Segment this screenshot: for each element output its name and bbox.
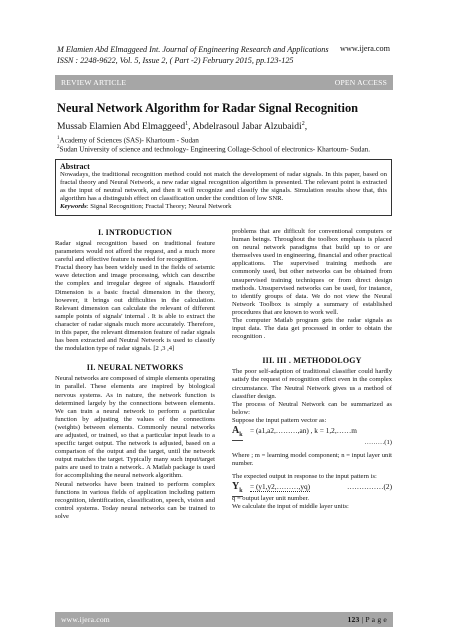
abstract-box: [55, 159, 392, 216]
author-2: Abdelrasoul Jabar Alzubaidi: [192, 121, 302, 133]
method-paragraph-6: q = output layer unit number.: [232, 495, 309, 503]
method-paragraph-2: The process of Neutral Network can be summarized as below:: [232, 400, 392, 416]
equation-2-subscript: k: [239, 488, 243, 495]
equation-1: [232, 425, 392, 439]
left-column: [55, 228, 215, 521]
author-end: ,: [304, 121, 308, 133]
journal-issn: ISSN : 2248-9622, Vol. 5, Issue 2, ( Part -2) February 2015, pp.123-125: [57, 56, 294, 65]
page-number-value: 123: [347, 615, 360, 624]
journal-header: [57, 44, 357, 66]
nn-paragraph-2: Neural networks have been trained to perform complex functions in various fields of application including pattern recognition, identification, classification, speech, vision and control systems. Today neural networks can be trained to solve: [55, 480, 215, 520]
affiliation-2-text: Sudan University of science and technology- Engineering Collage-School of electronics- Khartoum- Sudan.: [59, 145, 371, 154]
equation-1-symbol: [232, 426, 243, 441]
method-paragraph-3: Suppose the input pattern vector as:: [232, 416, 327, 424]
right-column: [232, 228, 392, 512]
review-article-label: REVIEW ARTICLE: [61, 78, 127, 87]
article-type-bar: [55, 75, 393, 90]
author-separator: ,: [188, 121, 193, 133]
footer-page-number: [348, 615, 388, 624]
method-paragraph-1: The poor self-adaption of traditional classifier could hardly satisfy the request of recognition effect even in the complex circumstance. The Neutral Network gives us a method of classifier design.: [232, 368, 392, 400]
equation-2-letter: Y: [232, 481, 240, 493]
equation-1-body: = (a1,a2,………,an) , k = 1,2,……m: [250, 425, 357, 435]
open-access-label: OPEN ACCESS: [334, 78, 387, 87]
method-paragraph-7: We calculate the input of middle layer units:: [232, 503, 349, 511]
page-label: | P a g e: [359, 615, 387, 624]
equation-1-subscript: k: [239, 431, 243, 438]
affiliation-1-text: Academy of Sciences (SAS)- Khartoum - Sudan: [59, 136, 199, 145]
abstract-text: Nowadays, the traditional recognition method could not match the development of radar signals. In this paper, based on fractal theory and Neural Network, a new radar signal recognition algorithm is presented. The relevant point is extracted as the input of neutral network, and then it will recognize and classify the signals. Simulation results show that, this algorithm has a distinguish effect on classification under the condition of low SNR.: [60, 171, 387, 203]
nn-paragraph-1: Neural networks are composed of simple elements operating in parallel. These elements are inspired by biological nervous systems. As in nature, the network function is determined largely by the connections between elements. We can train a neural network to perform a particular function by adjusting the values of the connections (weights) between elements. Commonly neural networks are adjusted, or trained, so that a particular input leads to a specific target output. The network is adjusted, based on a comparison of the output and the target, until the network output matches the target. Typically many such input/target pairs are used to train a network.. A Matlab package is used for accomplishing the neural network algorithm.: [55, 375, 215, 480]
equation-2: [232, 481, 392, 495]
nn-paragraph-4: The computer Matlab program gets the radar signals as input data. The data get processed in order to obtain the recognition .: [232, 317, 392, 341]
method-paragraph-4: Where ; m = learning model component; n = input layer unit number.: [232, 452, 392, 468]
affiliation-2: [57, 143, 370, 154]
footer-bar: [55, 612, 393, 627]
equation-2-body: = (y1,y2,………,yq): [250, 482, 311, 492]
affiliation-1-mark: 1: [57, 136, 60, 141]
section-methodology-heading: III. III . METHODOLOGY: [262, 356, 362, 366]
abstract-heading: Abstract: [60, 162, 90, 171]
equation-2-number: ……………(2): [347, 482, 392, 492]
equation-1-number: ………(1): [364, 438, 392, 446]
equation-1-letter: A: [232, 424, 240, 436]
keywords-text: : Signal Recognition; Fractal Theory; Neural Network: [86, 203, 232, 211]
section-introduction-heading: I. INTRODUCTION: [97, 228, 173, 237]
journal-site-link[interactable]: www.ijera.com: [340, 44, 390, 53]
keywords-label: Keywords: [60, 203, 87, 211]
equation-2-symbol: [232, 482, 243, 497]
author-1-affil-mark: 1: [185, 121, 189, 127]
nn-paragraph-3: problems that are difficult for conventional computers or human beings. Throughout the toolbox emphasis is placed on neural network paradigms that build up to or are themselves used in engineering, financial and other practical applications. The supervised training methods are commonly used, but other networks can be obtained from unsupervised training techniques or from direct design methods. Unsupervised networks can be used, for instance, to identify groups of data. We do not view the Neural Network Toolbox is simply a summary of established procedures that are known to work well.: [232, 228, 392, 316]
author-1: Mussab Elamien Abd Elmaggeed: [57, 121, 186, 133]
section-neural-networks-heading: II. NEURAL NETWORKS: [86, 363, 184, 373]
intro-paragraph-1: Radar signal recognition based on traditional feature parameters would not afford the request, and a much more careful and effective feature is needed for recognition.: [55, 240, 215, 264]
paper-title: Neural Network Algorithm for Radar Signal Recognition: [57, 101, 359, 115]
method-paragraph-5: The expected output in response to the input pattern is:: [232, 473, 377, 481]
author-list: [57, 121, 307, 132]
keywords-line: [60, 203, 387, 211]
author-2-affil-mark: 2: [301, 121, 305, 127]
intro-paragraph-2: Fractal theory has been widely used in the fields of seismic wave detection and image processing, which can describe the complex and irregular degree of signals. Hausdorff Dimension is a basic fractal dimension in the theory, however, it brings out difficulties in the calculation. Relevant dimension can calculate the relevant of different sample points of signals' internal . It is able to extract the character of radar signals much more accurately. Therefore, in this paper, the relevant dimension feature of radar signals has been extracted and Neutral Network is used to classify the modulation type of radar signals. [2 ,3 ,4]: [55, 264, 215, 353]
footer-site-link[interactable]: www.ijera.com: [61, 615, 110, 624]
affiliation-2-mark: 2: [57, 145, 60, 150]
journal-citation: M Elamien Abd Elmaggeed Int. Journal of Engineering Research and Applications: [57, 45, 329, 54]
